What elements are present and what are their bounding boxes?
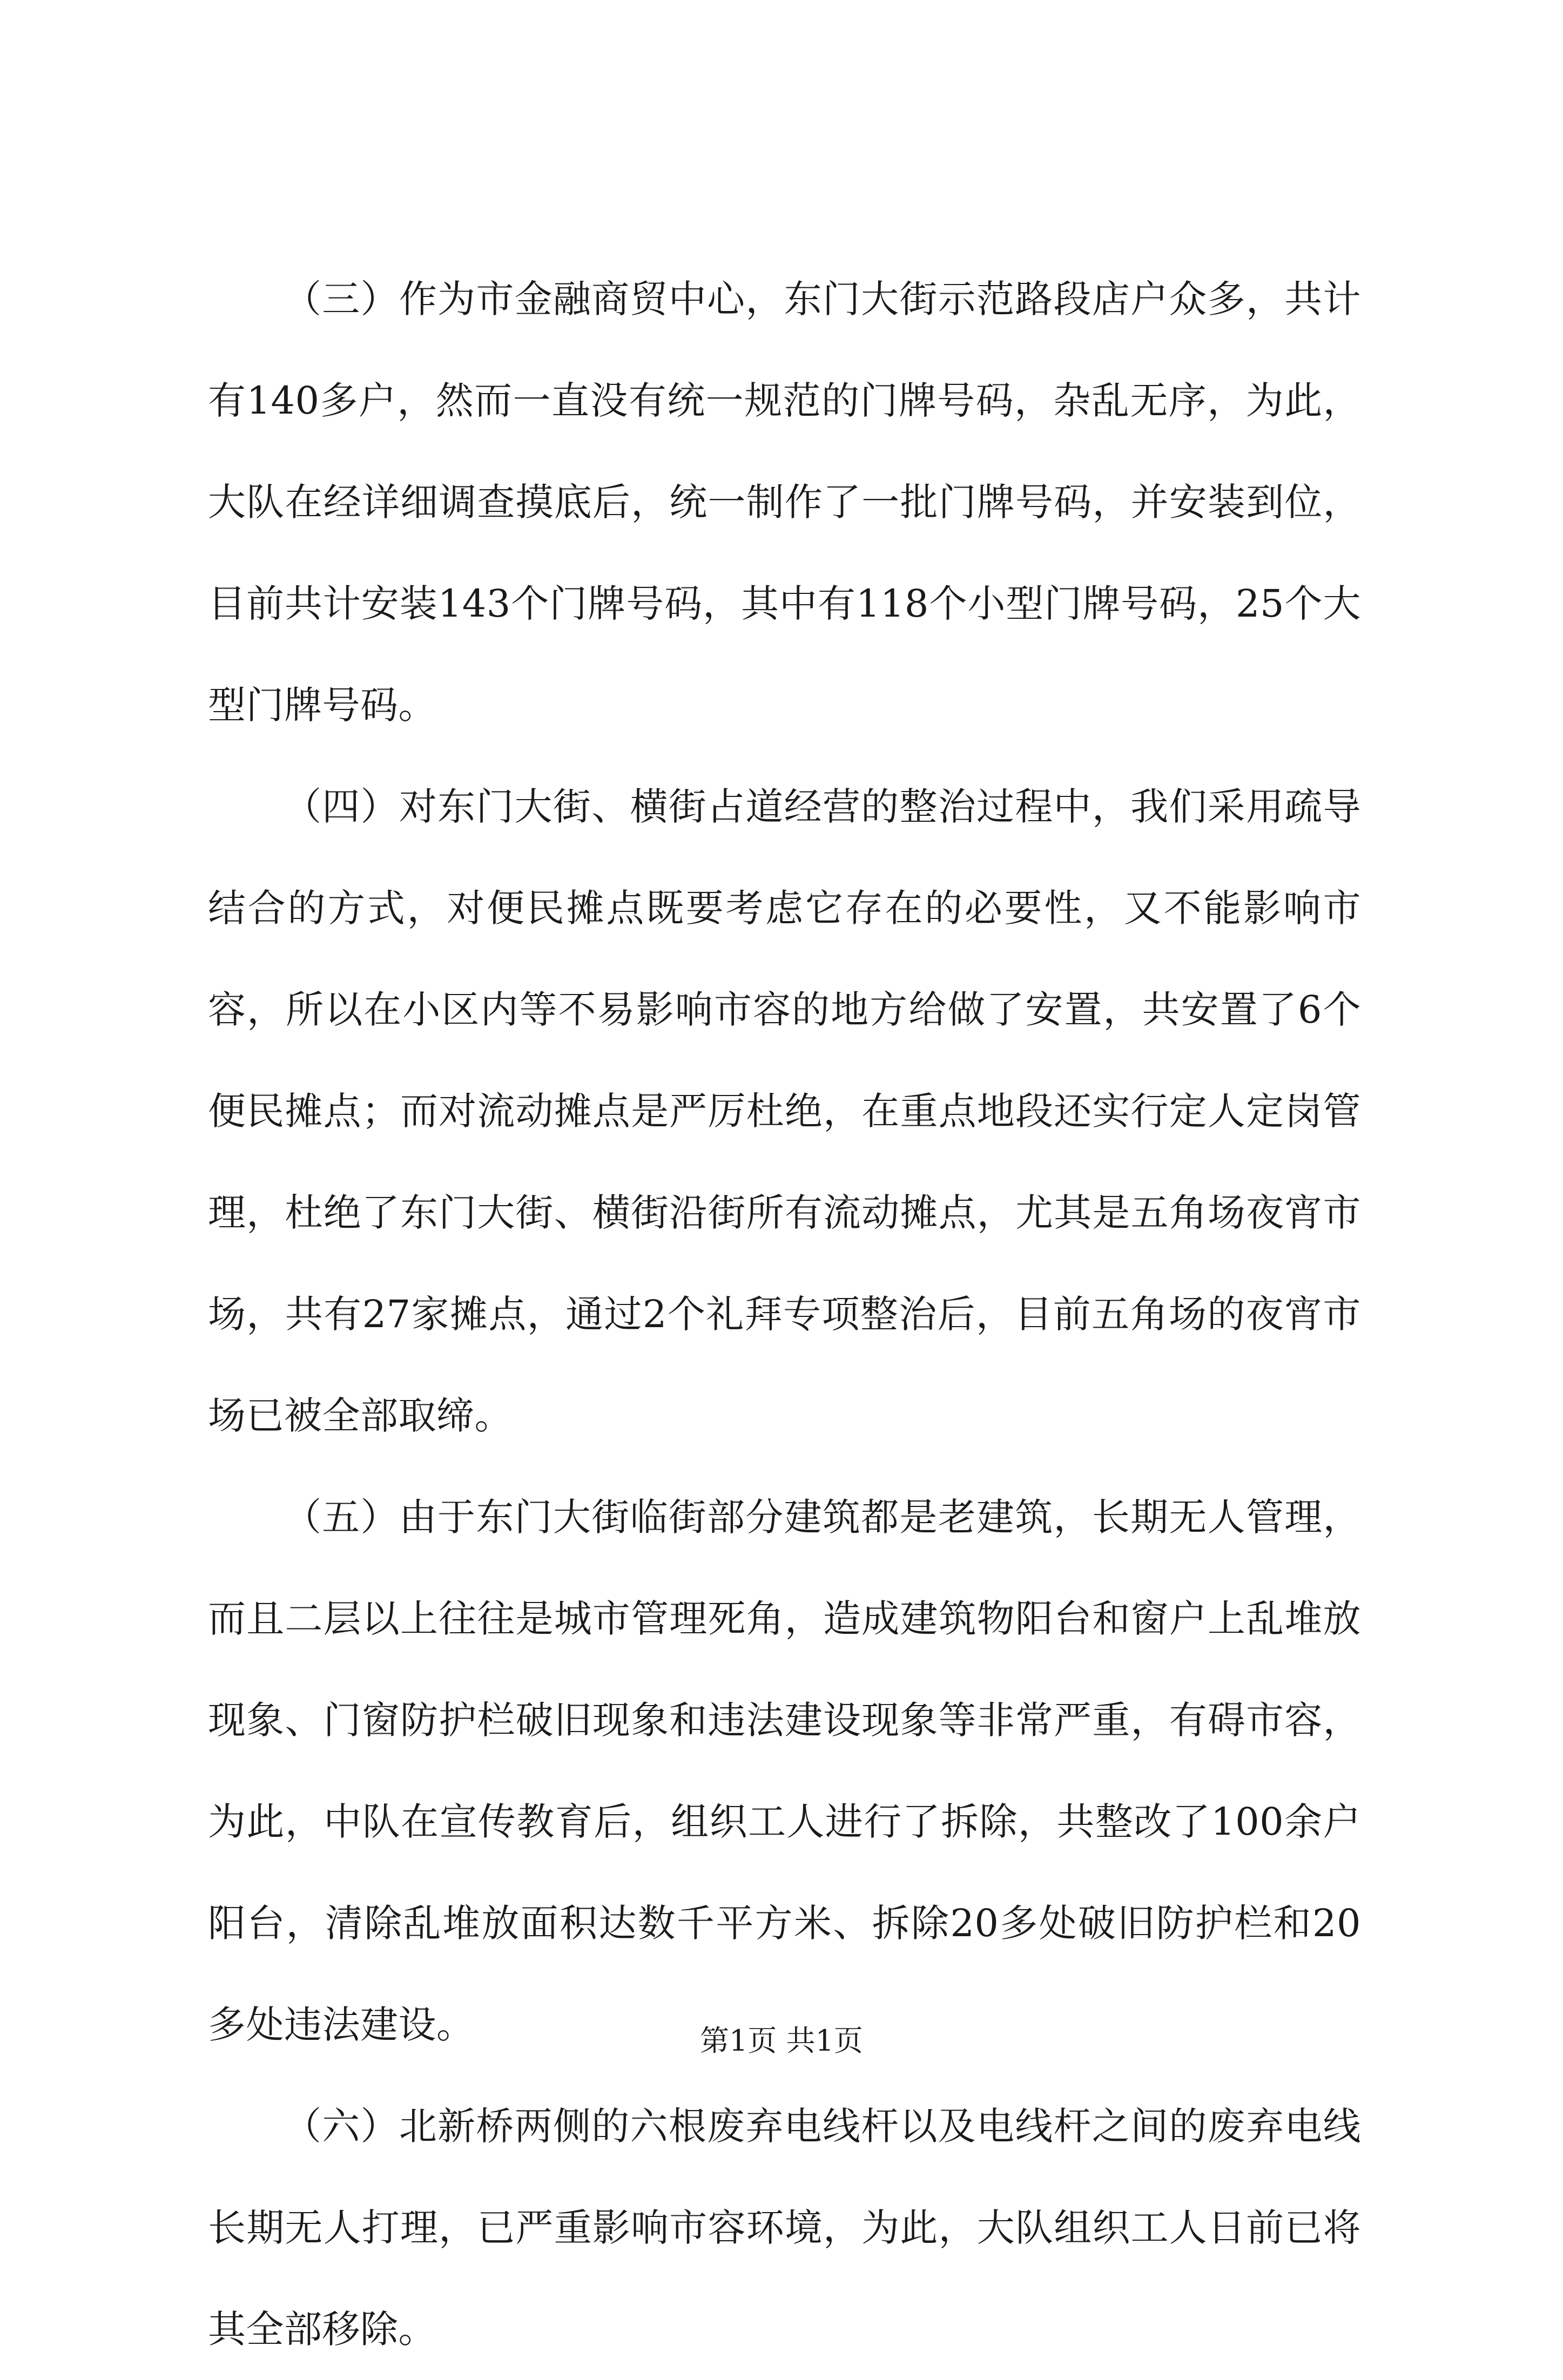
page-number-label: 第1页 共1页 <box>700 2024 863 2058</box>
paragraph-4: （四）对东门大街、横街占道经营的整治过程中，我们采用疏导结合的方式，对便民摊点既要考虑它存在的必要性，又不能影响市容，所以在小区内等不易影响市容的地方给做了安置，共安置了6个便民摊点；而对流动摊点是严厉杜绝，在重点地段还实行定人定岗管理，杜绝了东门大街、横街沿街所有流动摊点，尤其是五角场夜宵市场，共有27家摊点，通过2个礼拜专项整治后，目前五角场的夜宵市场已被全部取缔。 <box>208 785 1361 1438</box>
paragraph-3: （三）作为市金融商贸中心，东门大街示范路段店户众多，共计有140多户，然而一直没有统一规范的门牌号码，杂乱无序，为此，大队在经详细调查摸底后，统一制作了一批门牌号码，并安装到位，目前共计安装143个门牌号码，其中有118个小型门牌号码，25个大型门牌号码。 <box>208 277 1361 727</box>
paragraph-6: （六）北新桥两侧的六根废弃电线杆以及电线杆之间的废弃电线长期无人打理，已严重影响市容环境，为此，大队组织工人日前已将其全部移除。 <box>208 2104 1361 2351</box>
document-body <box>208 248 1361 2380</box>
paragraph-5: （五）由于东门大街临街部分建筑都是老建筑，长期无人管理，而且二层以上往往是城市管理死角，造成建筑物阳台和窗户上乱堆放现象、门窗防护栏破旧现象和违法建设现象等非常严重，有碍市容，为此，中队在宣传教育后，组织工人进行了拆除，共整改了100余户阳台，清除乱堆放面积达数千平方米、拆除20多处破旧防护栏和20多处违法建设。 <box>208 1495 1361 2047</box>
page-footer <box>0 2022 1563 2060</box>
